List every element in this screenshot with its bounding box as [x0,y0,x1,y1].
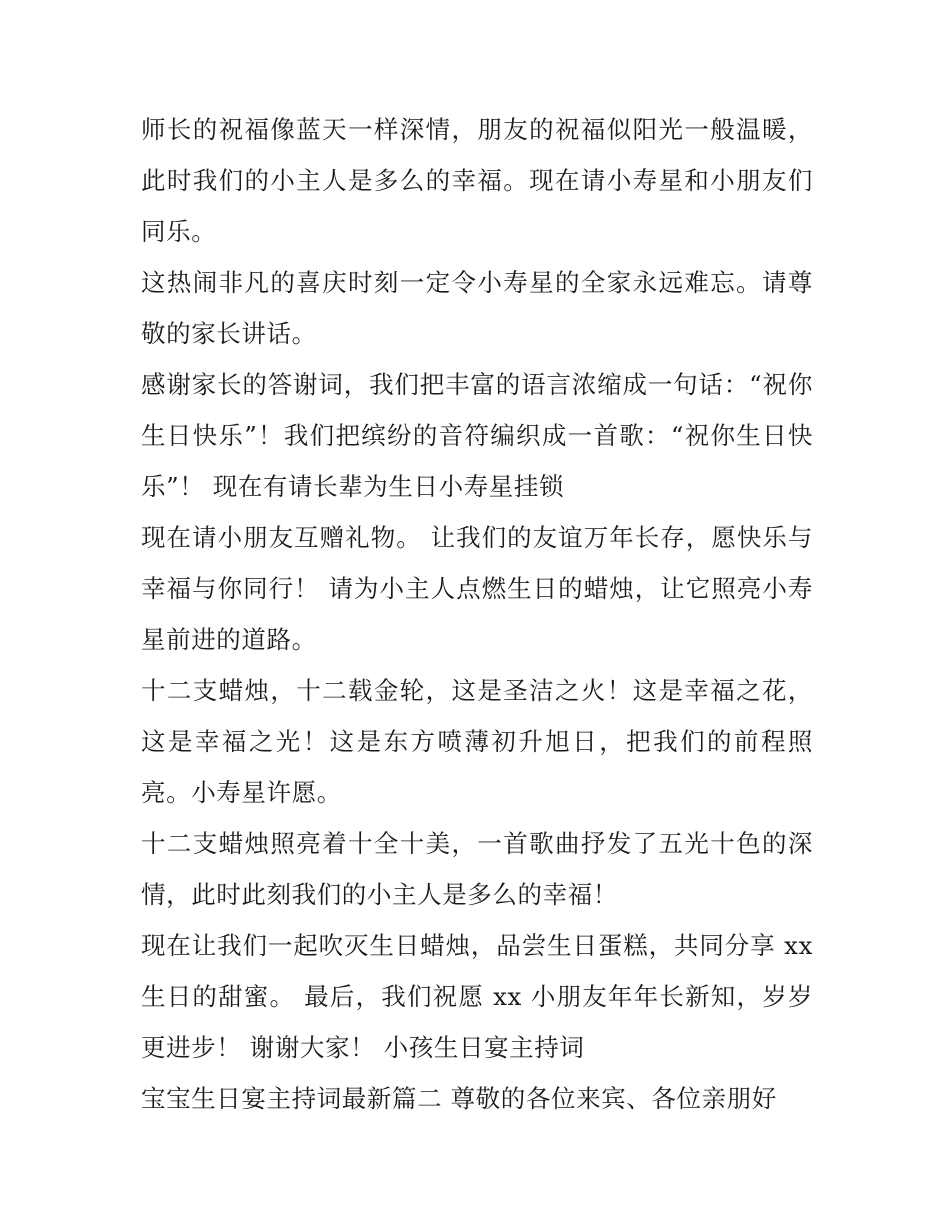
document-body [141,104,813,1124]
paragraph-candles: 十二支蜡烛，十二载金轮，这是圣洁之火！这是幸福之花，这是幸福之光！这是东方喷薄初升旭日，把我们的前程照亮。小寿星许愿。 [141,676,813,807]
paragraph-parent-speech: 这热闹非凡的喜庆时刻一定令小寿星的全家永远难忘。请尊敬的家长讲话。 [141,268,813,348]
paragraph-gifts: 现在请小朋友互赠礼物。 让我们的友谊万年长存，愿快乐与幸福与你同行！ 请为小主人点燃生日的蜡烛，让它照亮小寿星前进的道路。 [141,523,813,654]
paragraph-twelve-candles: 十二支蜡烛照亮着十全十美，一首歌曲抒发了五光十色的深情，此时此刻我们的小主人是多么的幸福！ [141,829,813,909]
paragraph-blessing: 师长的祝福像蓝天一样深情，朋友的祝福似阳光一般温暖，此时我们的小主人是多么的幸福。现在请小寿星和小朋友们同乐。 [141,115,813,246]
paragraph-part-two: 宝宝生日宴主持词最新篇二 尊敬的各位来宾、各位亲朋好 [141,1084,777,1113]
paragraph-blow-candles: 现在让我们一起吹灭生日蜡烛，品尝生日蛋糕，共同分享 xx 生日的甜蜜。 最后，我们祝愿 xx 小朋友年年长新知，岁岁更进步！ 谢谢大家！ 小孩生日宴主持词 [141,931,813,1062]
paragraph-thanks: 感谢家长的答谢词，我们把丰富的语言浓缩成一句话：“祝你生日快乐”！我们把缤纷的音符编织成一首歌：“祝你生日快乐”！ 现在有请长辈为生日小寿星挂锁 [141,370,813,501]
